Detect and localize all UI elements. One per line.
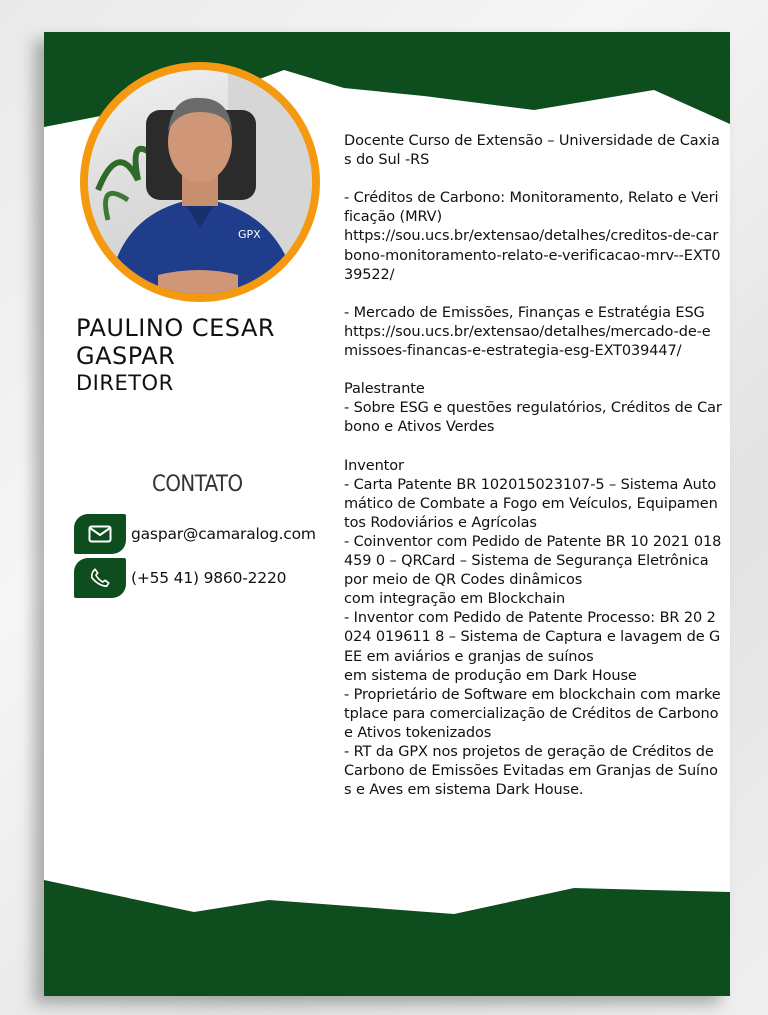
profile-photo (88, 70, 312, 294)
inventor-heading: Inventor (344, 457, 404, 474)
teaching-heading: Docente Curso de Extensão – Universidade de Caxias do Sul -RS (344, 133, 720, 169)
bottom-green-band (44, 880, 730, 996)
course-1 (344, 189, 722, 284)
phone-text[interactable]: (+55 41) 9860-2220 (131, 569, 287, 587)
inventor-item: em sistema de produção em Dark House (344, 667, 637, 684)
name-line-1: PAULINO CESAR (76, 314, 276, 342)
bio-section (344, 132, 722, 819)
course-2-link[interactable]: https://sou.ucs.br/extensao/detalhes/mercado-de-emissoes-financas-e-estrategia-esg-EXT039447/ (344, 323, 711, 360)
envelope-icon (74, 514, 126, 554)
phone-row[interactable] (74, 558, 286, 598)
profile-photo-frame (80, 62, 320, 302)
inventor-item: - Proprietário de Software em blockchain com marketplace para comercialização de Créditos de Carbono e Ativos tokenizados (344, 686, 721, 741)
phone-icon (74, 558, 126, 598)
course-2-title: - Mercado de Emissões, Finanças e Estratégia ESG (344, 304, 705, 321)
course-2 (344, 304, 722, 361)
inventor-item: com integração em Blockchain (344, 591, 566, 608)
inventor-item: - Coinventor com Pedido de Patente BR 10 2021 018459 0 – QRCard – Sistema de Segurança Eletrônica por meio de QR Codes dinâmicos (344, 533, 722, 589)
email-text[interactable]: gaspar@camaralog.com (131, 525, 316, 543)
teaching-block (344, 132, 722, 170)
email-row[interactable] (74, 514, 316, 554)
person-portrait-icon (88, 70, 312, 294)
inventor-item: - Inventor com Pedido de Patente Processo: BR 20 2024 019611 8 – Sistema de Captura e lavagem de GEE em aviários e granjas de suínos (344, 610, 721, 665)
course-1-link[interactable]: https://sou.ucs.br/extensao/detalhes/creditos-de-carbono-monitoramento-relato-e-verificacao-mrv--EXT039522/ (344, 228, 721, 283)
inventor-item: - Carta Patente BR 102015023107-5 – Sistema Automático de Combate a Fogo em Veículos, Equipamentos Rodoviários e Agrícolas (344, 476, 718, 531)
speaker-heading: Palestrante (344, 381, 425, 398)
name-line-2: GASPAR (76, 342, 176, 370)
profile-name-block (76, 314, 356, 396)
inventor-block (344, 457, 722, 801)
contact-heading: CONTATO (152, 472, 243, 497)
shirt-logo: GPX (238, 228, 261, 241)
resume-card (44, 32, 730, 996)
course-1-title: - Créditos de Carbono: Monitoramento, Relato e Verificação (MRV) (344, 190, 719, 226)
inventor-item: - RT da GPX nos projetos de geração de Créditos de Carbono de Emissões Evitadas em Granjas de Suínos e Aves em sistema Dark House. (344, 744, 718, 799)
job-title: DIRETOR (76, 371, 174, 395)
speaker-block (344, 380, 722, 437)
speaker-text: - Sobre ESG e questões regulatórios, Créditos de Carbono e Ativos Verdes (344, 400, 722, 436)
